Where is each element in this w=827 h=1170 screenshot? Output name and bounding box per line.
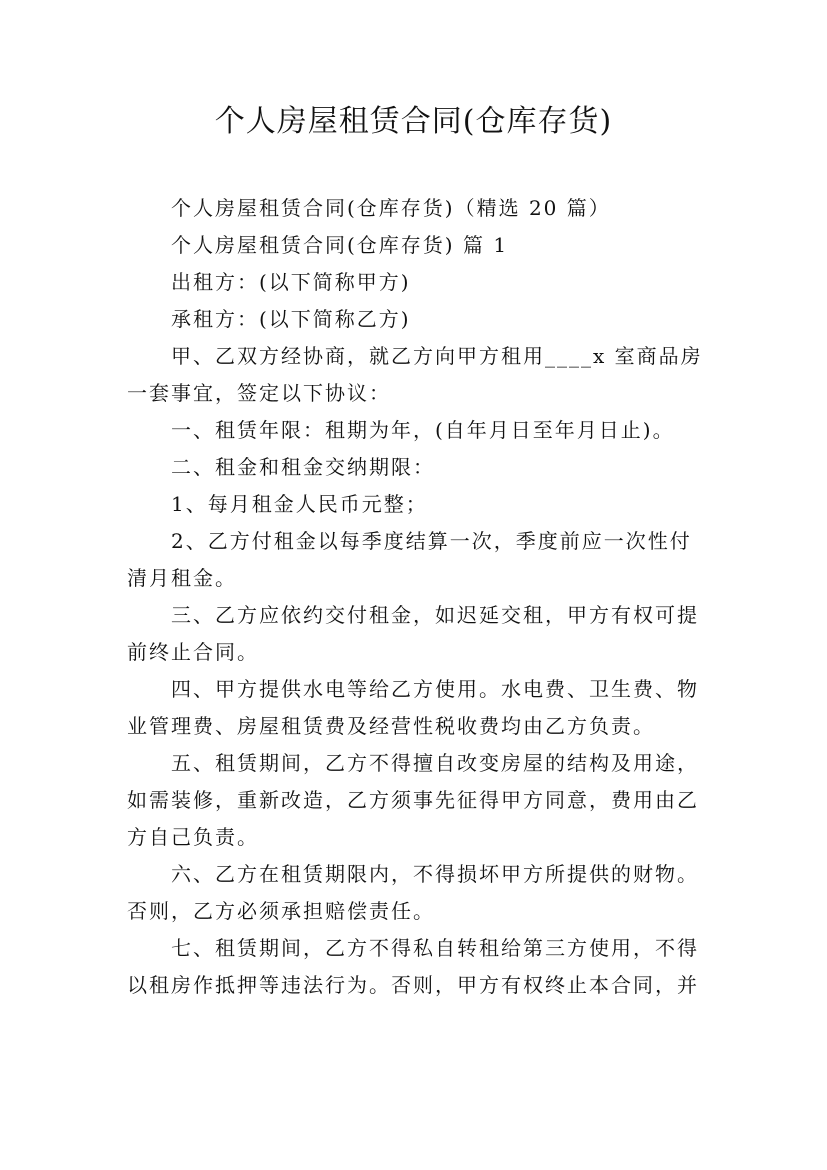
text-line: 三、乙方应依约交付租金，如迟延交租，甲方有权可提: [171, 603, 699, 627]
text-line: 一、租赁年限：租期为年，(自年月日至年月日止)。: [171, 418, 675, 442]
text-line: 1、每月租金人民币元整；: [171, 492, 428, 516]
text-line: 六、乙方在租赁期限内，不得损坏甲方所提供的财物。: [171, 862, 699, 886]
text-line: 2、乙方付租金以每季度结算一次，季度前应一次性付: [171, 529, 692, 553]
text-line: 清月租金。: [127, 566, 237, 590]
text-line: 个人房屋租赁合同(仓库存货)（精选 20 篇）: [171, 196, 611, 220]
text-line: 个人房屋租赁合同(仓库存货) 篇 1: [171, 233, 509, 257]
text-line: 一套事宜，签定以下协议：: [127, 381, 391, 405]
text-line: 出租方：(以下简称甲方): [171, 270, 411, 294]
text-line: 如需装修，重新改造，乙方须事先征得甲方同意，费用由乙: [127, 788, 699, 812]
text-line: 承租方：(以下简称乙方): [171, 307, 411, 331]
text-line: 方自己负责。: [127, 825, 259, 849]
document-title: 个人房屋租赁合同(仓库存货): [214, 104, 613, 139]
text-line: 甲、乙双方经协商，就乙方向甲方租用____x 室商品房: [171, 344, 703, 368]
text-line: 否则，乙方必须承担赔偿责任。: [127, 899, 435, 923]
document-body: [127, 190, 709, 1004]
text-line: 以租房作抵押等违法行为。否则，甲方有权终止本合同，并: [127, 973, 699, 997]
text-line: 四、甲方提供水电等给乙方使用。水电费、卫生费、物: [171, 677, 699, 701]
text-line: 五、租赁期间，乙方不得擅自改变房屋的结构及用途，: [171, 751, 699, 775]
text-line: 前终止合同。: [127, 640, 259, 664]
text-line: 七、租赁期间，乙方不得私自转租给第三方使用，不得: [171, 936, 699, 960]
text-line: 业管理费、房屋租赁费及经营性税收费均由乙方负责。: [127, 714, 655, 738]
text-line: 二、租金和租金交纳期限：: [171, 455, 435, 479]
